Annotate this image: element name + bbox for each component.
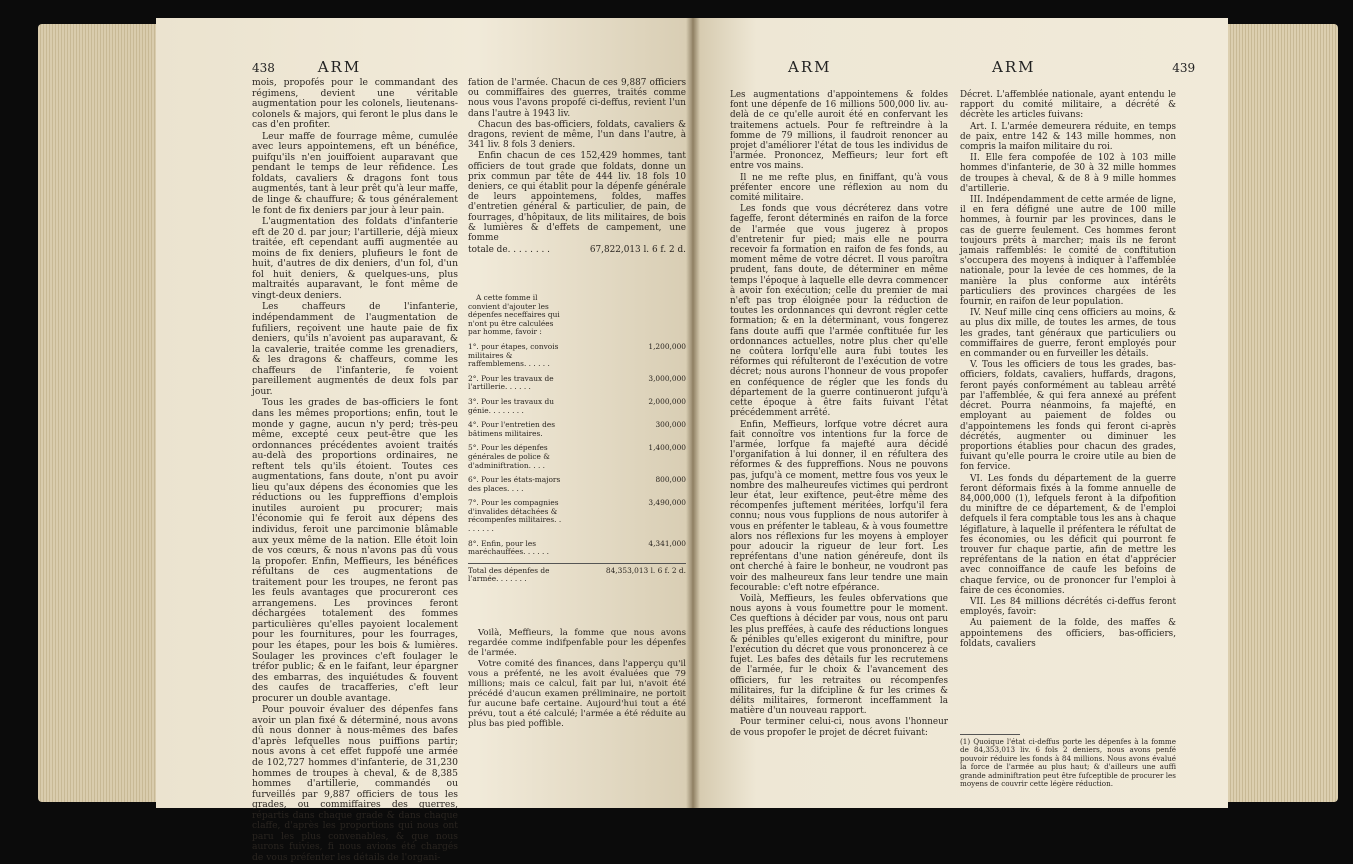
page-edges-right — [1218, 24, 1338, 802]
paragraph: Voilà, Meffieurs, les feules obfervations que nous ayons à vous foumettre pour le moment. Ces queftions à décider par vous, nous ont paru les plus preffées, à caufe des réductions longues & pénibles qu'elles exigeront du miniftre, pour l'exécution du décret que vous prononcerez à ce fujet. Les bafes des détails fur les recrutemens de l'armée, fur le choix & l'avancement des officiers, fur les retraites ou récompenfes militaires, fur la difcipline & fur les crimes & délits militaires, formeront inceffamment la matière d'un nouveau rapport. — [730, 593, 948, 717]
paragraph: Pour pouvoir évaluer des dépenfes fans avoir un plan fixé & déterminé, nous avons dû nous donner à nous-mêmes des bafes d'après lefquelles nous puiffions partir; nous avons à cet effet fuppofé une armée de 102,727 hommes d'infanterie, de 31,230 hommes de troupes à cheval, & de 8,385 hommes d'artillerie, commandés ou furveillés par 9,887 officiers de tous les grades, ou commiffaires des guerres, répartis dans chaque grade & dans chaque claffe, d'après les proportions qui nous ont paru les plus convenables, & que nous aurons fuivies, fi nous avions été chargés de vous préfenter les détails de l'organi- — [252, 704, 458, 863]
expense-row — [468, 476, 686, 493]
expense-label: 7°. Pour les compagnies d'invalides détachées & récompenfes militaires. . . . . . . . — [468, 498, 562, 534]
expense-amount: 2,000,000 — [648, 396, 686, 406]
left-column-2-after — [468, 628, 686, 730]
footnote-rule — [960, 734, 1020, 735]
paragraph: Décret. L'affemblée nationale, ayant entendu le rapport du comité militaire, a décrété & décrète les articles fuivans: — [960, 90, 1176, 121]
paragraph: Voilà, Meffieurs, la fomme que nous avons regardée comme indifpenfable pour les dépenfes de l'armée. — [468, 628, 686, 658]
footnote — [960, 734, 1176, 788]
expense-amount: 1,400,000 — [648, 443, 686, 453]
paragraph: Enfin chacun de ces 152,429 hommes, tant officiers de tout grade que foldats, donne un prix commun par tête de 444 liv. 18 fols 10 deniers, ce qui établit pour la dépenfe générale de leurs appointemens, foldes, maffes d'entretien général & particulier, de pain, de fourrages, d'hôpitaux, de lits militaires, de bois & lumières & d'effets de campement, une fomme — [468, 151, 686, 244]
paragraph: II. Elle fera compofée de 102 à 103 mille hommes d'infanterie, de 30 à 32 mille hommes de troupes à cheval, & de 8 à 9 mille hommes d'artillerie. — [960, 153, 1176, 194]
expense-label: 2°. Pour les travaux de l'artillerie. . . . . . — [468, 373, 554, 392]
book-gutter — [686, 18, 700, 808]
left-page-number: 438 — [252, 61, 275, 75]
paragraph: Les augmentations d'appointemens & foldes font une dépenfe de 16 millions 500,000 liv. au-delà de ce qu'elle auroit été en confervant les traitemens actuels. Pour fe reftreindre à la fomme de 79 millions, il faudroit renoncer au projet d'améliorer l'état de tous les individus de l'armée. Prononcez, Meffieurs; leur fort eft entre vos mains. — [730, 90, 948, 172]
expense-label: 8°. Enfin, pour les maréchauffées. . . . . . — [468, 538, 550, 557]
paragraph: Pour terminer celui-ci, nous avons l'honneur de vous propofer le projet de décret fuivant: — [730, 717, 948, 738]
left-column-1 — [252, 78, 458, 864]
paragraph: VII. Les 84 millions décrétés ci-deffus feront employés, favoir: — [960, 596, 1176, 618]
paragraph: VI. Les fonds du département de la guerre feront déformais fixés à la fomme annuelle de 84,000,000 (1), lefquels feront à la difpofition du miniftre de ce département, & de l'emploi defquels il fera comptable tous les ans à chaque légiflature, à laquelle il préfentera le réfultat de fes économies, ou les déficit qui pourront fe trouver fur chaque partie, afin de mettre les repréfentans de la nation en état d'apprécier avec connoiffance de caufe les befoins de chaque fervice, ou de prononcer fur l'emploi à faire de ces économies. — [960, 473, 1176, 596]
left-running-head — [252, 58, 361, 76]
paragraph: Tous les grades de bas-officiers le font dans les mêmes proportions; enfin, tout le monde y gagne, aucun n'y perd; très-peu même, excepté ceux peut-être que les ordonnances précédentes avoient traités au-delà des proportions ordinaires, ne reftent tels qu'ils étoient. Toutes ces augmentations, fans doute, n'ont pu avoir lieu qu'aux dépens des économies que les réductions ou les fuppreffions d'emplois inutiles auroient pu procurer; mais l'économie qui fe feroit aux dépens des individus, feroit une parcimonie blâmable aux yeux même de la nation. Elle étoit loin de vos cœurs, & nous n'avons pas dû vous la propofer. Enfin, Meffieurs, les bénéfices réfultans de ces augmentations de traitement pour les troupes, ne feront pas les feuls avantages que procureront ces arrangemens. Les provinces feront déchargées totalement des fommes particulières qu'elles payoient localement pour les fournitures, pour les fourrages, pour les étapes, pour les bois & lumières. Soulager les provinces c'eft foulager le tréfor public; & en le faifant, leur épargner des embarras, des inquiétudes & fouvent des caufes de tracafferies, c'eft leur procurer un double avantage. — [252, 397, 458, 704]
expense-label: 1°. pour étapes, convois militaires & raffemblemens. . . . . . — [468, 341, 559, 369]
paragraph: III. Indépendamment de cette armée de ligne, il en fera défigné une autre de 100 mille hommes, à fournir par les provinces, dans le cas de guerre feulement. Ces hommes feront toujours prêts à marcher; mais ils ne feront jamais raffemblés: le comité de conftitution s'occupera des moyens à indiquer à l'affemblée nationale, pour la levée de ces hommes, de la manière la plus conforme aux intérêts particuliers des provinces chargées de les fournir, en raifon de leur population. — [960, 195, 1176, 308]
expense-row — [468, 421, 686, 438]
paragraph: IV. Neuf mille cinq cens officiers au moins, & au plus dix mille, de toutes les armes, de tous les grades, tant généraux que particuliers ou commiffaires de guerre, feront employés pour en commander ou en furveiller les détails. — [960, 308, 1176, 360]
expense-row — [468, 444, 686, 470]
expense-row — [468, 499, 686, 533]
subtotal-row — [468, 245, 686, 255]
right-column-1 — [730, 90, 948, 739]
expense-table — [468, 294, 686, 590]
paragraph: Les chaffeurs de l'infanterie, indépendamment de l'augmentation de fufiliers, reçoivent une haute paie de fix deniers, qu'ils n'avoient pas auparavant, & la cavalerie, traitée comme les grenadiers, & les dragons & chaffeurs, comme les chaffeurs de l'infanterie, fe voient pareillement augmentés de deux fols par jour. — [252, 301, 458, 397]
right-running-head — [992, 58, 1195, 76]
left-head-title: ARM — [317, 58, 362, 76]
page-edges-left — [38, 24, 168, 802]
expense-amount: 3,000,000 — [648, 373, 686, 383]
expense-amount: 3,490,000 — [648, 498, 686, 508]
expense-label: 5°. Pour les dépenfes générales de police & d'adminiftration. . . . — [468, 443, 550, 470]
expense-amount: 4,341,000 — [648, 538, 686, 548]
paragraph: mois, propofés pour le commandant des régimens, devient une véritable augmentation pour les colonels, lieutenans-colonels & majors, qui feront le plus dans le cas d'en profiter. — [252, 77, 458, 131]
paragraph: Chacun des bas-officiers, foldats, cavaliers & dragons, revient de même, l'un dans l'autre, à 341 liv. 8 fols 3 deniers. — [468, 119, 686, 151]
grand-total-label: Total des dépenfes de l'armée. . . . . . . — [468, 565, 550, 584]
right-column-2 — [960, 90, 1176, 650]
grand-total-amount: 84,353,013 l. 6 f. 2 d. — [605, 565, 686, 575]
expense-label: 3°. Pour les travaux du génie. . . . . . . . — [468, 396, 554, 415]
expense-label: 6°. Pour les états-majors des places. . . . — [468, 475, 561, 493]
paragraph: Les fonds que vous décréterez dans votre fageffe, feront déterminés en raifon de la force de l'armée que vous jugerez à propos d'entretenir fur pied; mais elle ne pourra recevoir fa formation en raifon de fes fonds, au moment même de votre décret. Il vous paroîtra prudent, fans doute, de déterminer en même temps l'époque à laquelle elle devra commencer à avoir fon exécution; celle du premier de mai n'eft pas trop éloignée pour la réduction de toutes les ordonnances qui devront régler cette formation; & en la déterminant, vous fongerez fans doute auffi que l'armée conftituée fur les ordonnances actuelles, notre plus cher qu'elle ne coûtera lorfqu'elle aura fubi toutes les réformes qui réfulteront de l'exécution de votre décret; nous aurons l'honneur de vous propofer en conféquence de régler que les fonds du département de la guerre continueront jufqu'à cette époque à être faits fuivant l'état précédemment arrêté. — [730, 204, 948, 419]
expense-row — [468, 343, 686, 369]
left-page — [156, 18, 692, 863]
expense-label: 4°. Pour l'entretien des bâtimens militaires. — [468, 420, 555, 438]
left-column-2 — [468, 78, 686, 261]
subtotal-amount: 67,822,013 l. 6 f. 2 d. — [589, 245, 686, 256]
expense-amount: 300,000 — [655, 420, 686, 430]
expense-row — [468, 540, 686, 557]
paragraph: Au paiement de la folde, des maffes & appointemens des officiers, bas-officiers, foldats, cavaliers — [960, 618, 1176, 649]
paragraph: Enfin, Meffieurs, lorfque votre décret aura fait connoître vos intentions fur la force de l'armée, lorfque fa majefté aura décidé l'organifation à lui donner, il en réfultera des réformes & des fuppreffions. Nous ne pouvons pas, jufqu'à ce moment, mettre fous vos yeux le nombre des malheureufes victimes qui perdront leur état, leur exiftence, peut-être même des récompenfes juftement méritées, lorfqu'il fera connu; nous vous fupplions de nous autorifer à vous en préfenter le tableau, & à vous foumettre alors nos réflexions fur les moyens à employer pour adoucir la rigueur de leur fort. Les repréfentans d'une nation généreufe, dont ils ont cherché à faire le bonheur, ne voudront pas voir des malheureux fans leur tendre une main fecourable: c'eft notre efpérance. — [730, 419, 948, 593]
expense-row — [468, 398, 686, 415]
paragraph: L'augmentation des foldats d'infanterie eft de 20 d. par jour; l'artillerie, déjà mieux traitée, eft cependant auffi augmentée au moins de fix deniers, plufieurs le font de huit, d'autres de dix deniers, d'un fol, d'un fol huit deniers, & quelques-uns, plus maltraités auparavant, le font même de vingt-deux deniers. — [252, 216, 458, 301]
right-page-number: 439 — [1172, 61, 1196, 75]
footnote-text: (1) Quoique l'état ci-deffus porte les dépenfes à la fomme de 84,353,013 liv. 6 fols 2 deniers, nous avons penfé pouvoir réduire les fonds à 84 millions. Nous avons évalué la force de l'armée au plus haut; & d'ailleurs une auffi grande adminiftration peut être fufceptible de procurer les moyens de couvrir cette légère réduction. — [960, 737, 1176, 789]
paragraph: Votre comité des finances, dans l'apperçu qu'il vous a préfenté, ne les avoit évaluées que 79 millions; mais ce calcul, fait par lui, n'avoit été précédé d'aucun examen préliminaire, ne portoit fur aucune bafe certaine. Aujourd'hui tout a été prévu, tout a été calculé; l'armée a été réduite au plus bas pied poffible. — [468, 659, 686, 729]
right-page — [692, 18, 1228, 808]
right-head-title: ARM — [992, 58, 1036, 76]
expense-amount: 800,000 — [655, 475, 686, 485]
expense-amount: 1,200,000 — [648, 341, 686, 351]
subtotal-label: totale de. . . . . . . . — [468, 245, 550, 256]
paragraph: Il ne me refte plus, en finiffant, qu'à vous préfenter encore une réflexion au nom du comité militaire. — [730, 172, 948, 204]
paragraph: fation de l'armée. Chacun de ces 9,887 officiers ou commiffaires des guerres, traités comme nous vous l'avons propofé ci-deffus, revient l'un dans l'autre à 1943 liv. — [468, 78, 686, 119]
expense-row — [468, 375, 686, 392]
paragraph: Leur maffe de fourrage même, cumulée avec leurs appointemens, eft un bénéfice, puifqu'ils n'en jouiffoient auparavant que pendant le temps de leur réfidence. Les foldats, cavaliers & dragons font tous augmentés, tant à leur prêt qu'à leur maffe, de linge & chauffure; & tous généralement le font de fix deniers par jour à leur pain. — [252, 130, 458, 216]
paragraph: Art. I. L'armée demeurera réduite, en temps de paix, entre 142 & 143 mille hommes, non compris la maifon militaire du roi. — [960, 121, 1176, 153]
right-running-head-left: ARM — [788, 58, 832, 76]
grand-total-row — [468, 563, 686, 584]
paragraph: V. Tous les officiers de tous les grades, bas-officiers, foldats, cavaliers, huffards, dragons, feront payés conformément au tableau arrêté par l'affemblée, & qui fera annexé au préfent décret. Pourra néanmoins, fa majefté, en employant au paiement de foldes ou d'appointemens les fonds qui feront ci-après décrétés, augmenter ou diminuer les proportions établies pour chacun des grades, fuivant qu'elle pourra le croire utile au bien de fon fervice. — [960, 360, 1176, 473]
expense-intro: A cette fomme il convient d'ajouter les dépenfes neceffaires qui n'ont pu être calculées par homme, favoir : — [468, 293, 560, 337]
open-book — [38, 18, 1338, 863]
